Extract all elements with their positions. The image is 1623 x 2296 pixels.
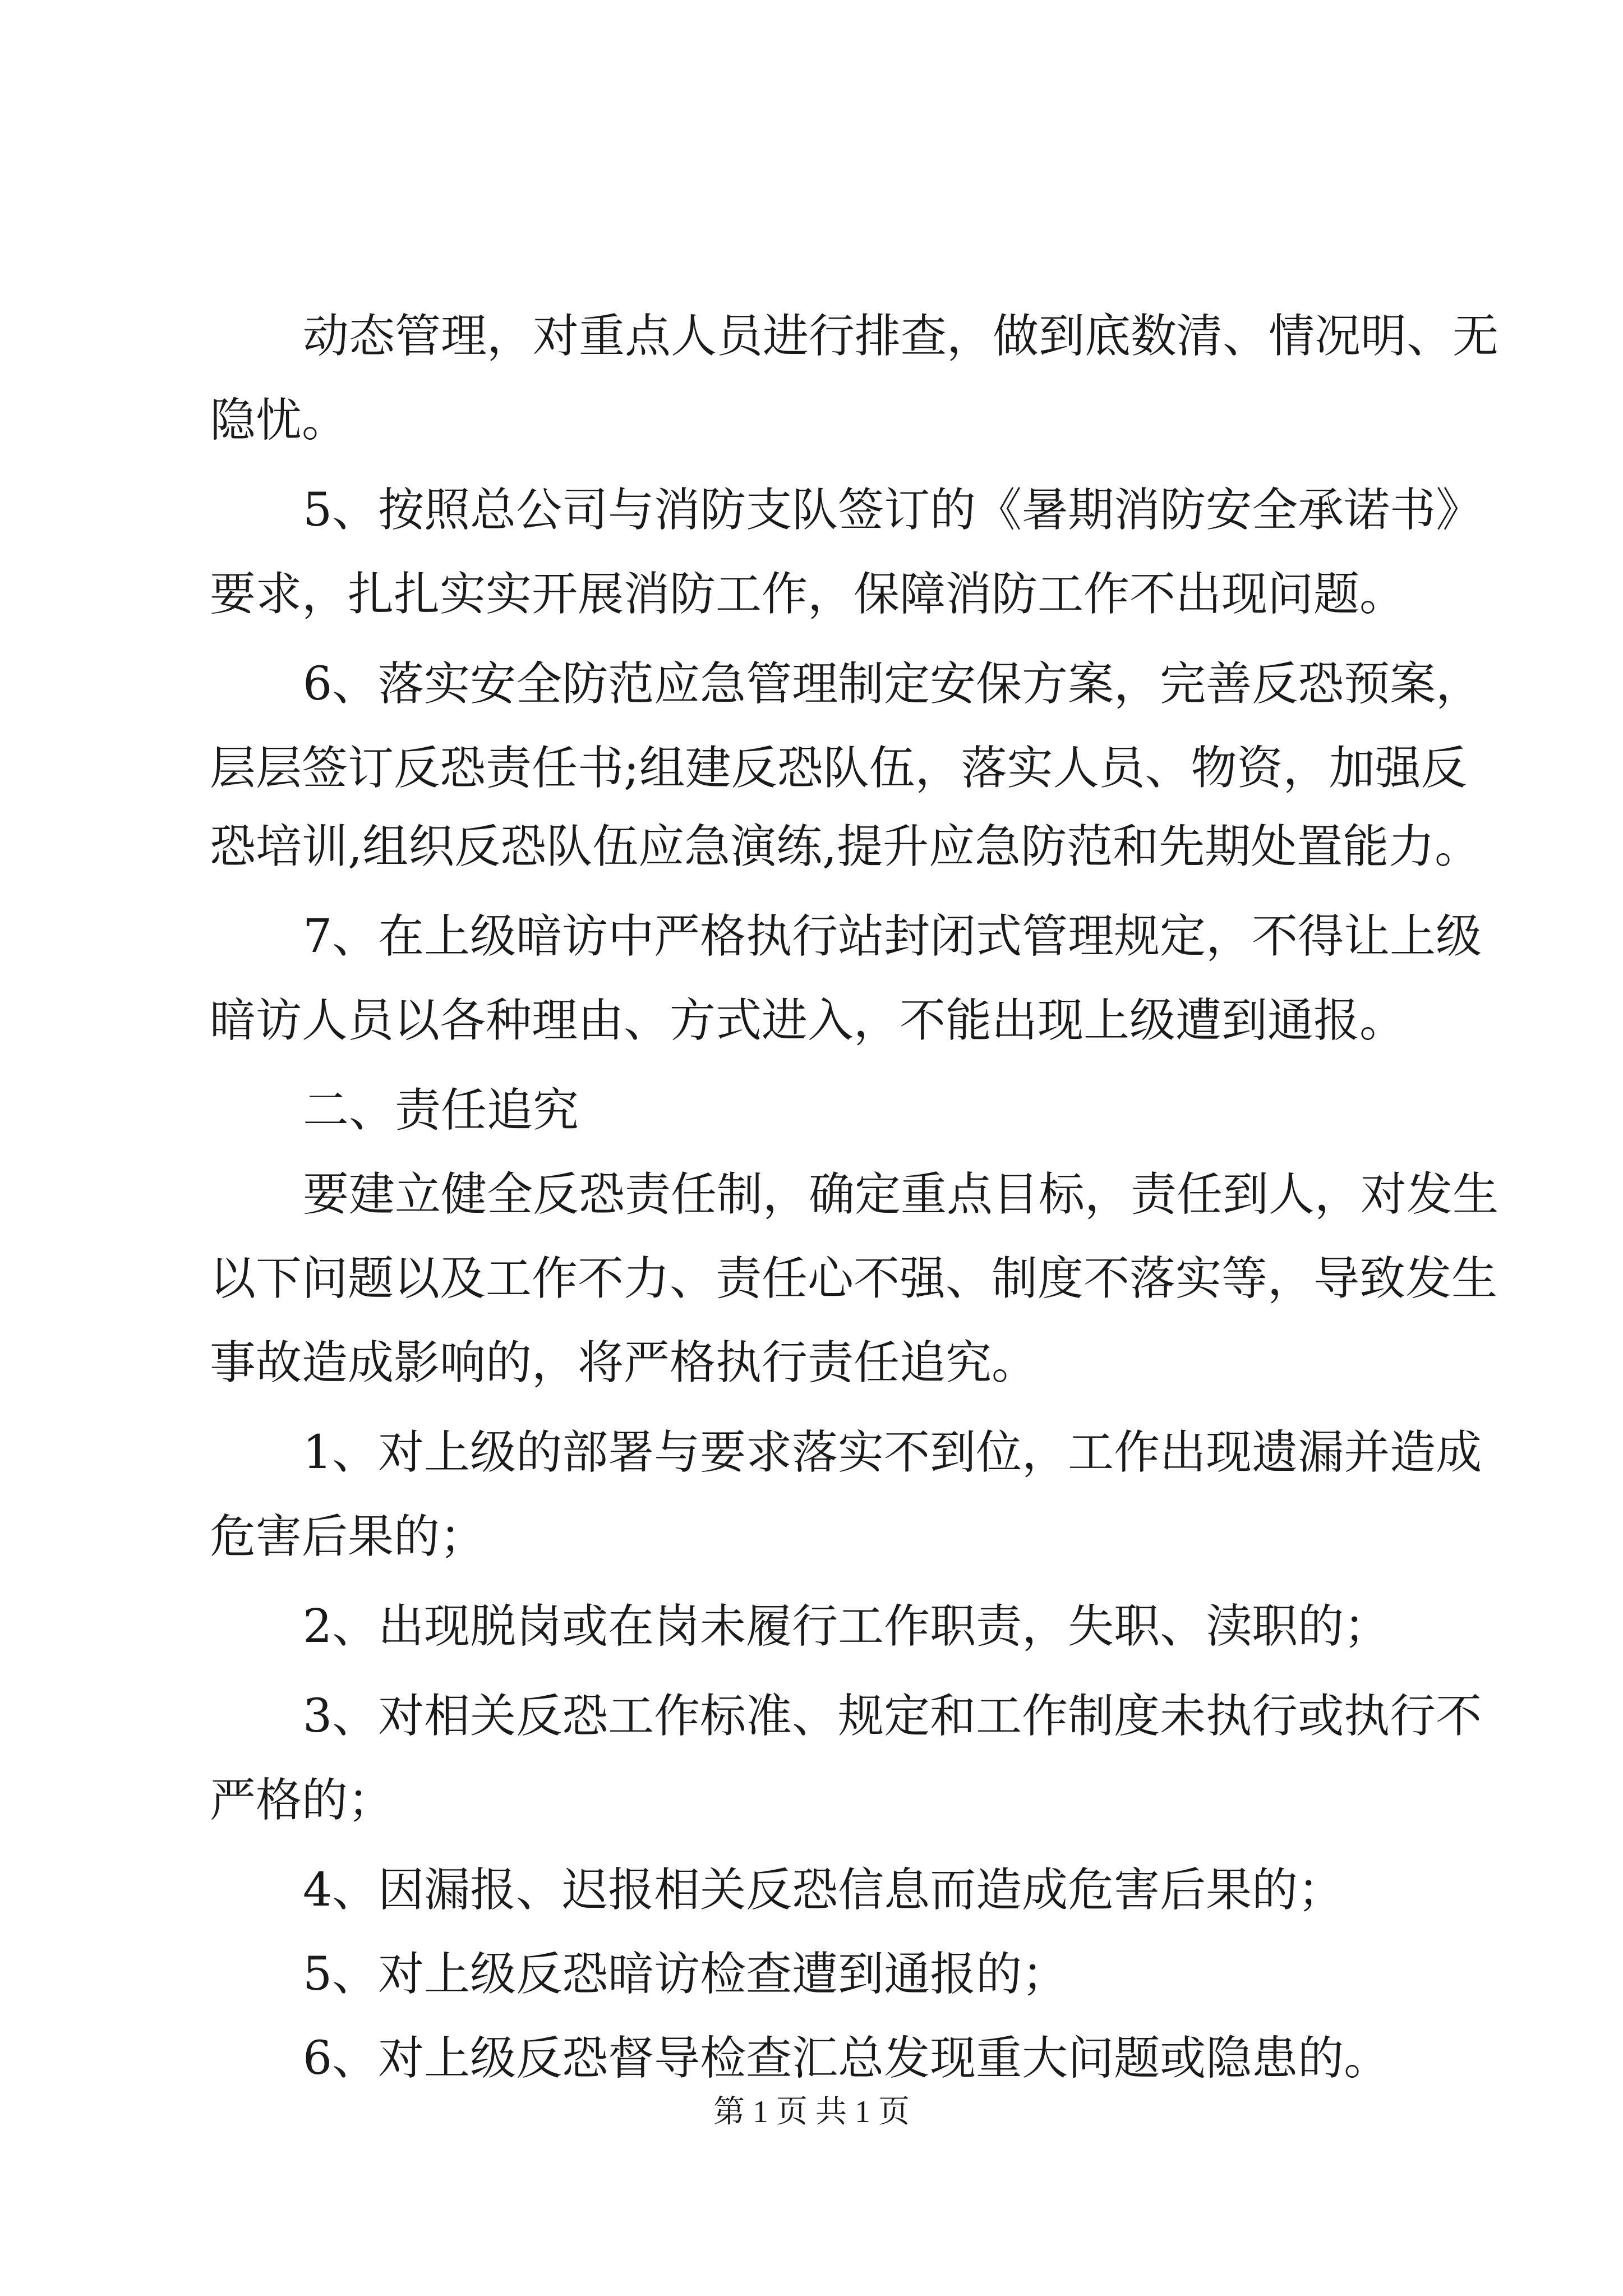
body-line: 事故造成影响的，将严格执行责任追究。 [210, 1336, 1038, 1389]
body-line: 以下问题以及工作不力、责任心不强、制度不落实等，导致发生 [210, 1252, 1498, 1305]
body-line: 5、按照总公司与消防支队签订的《暑期消防安全承诺书》 [303, 484, 1482, 537]
body-line: 7、在上级暗访中严格执行站封闭式管理规定，不得让上级 [303, 910, 1482, 963]
body-line: 1、对上级的部署与要求落实不到位，工作出现遗漏并造成 [303, 1426, 1482, 1479]
body-line: 3、对相关反恐工作标准、规定和工作制度未执行或执行不 [303, 1690, 1482, 1743]
page-footer: 第 1 页 共 1 页 [713, 2095, 910, 2129]
body-line: 要求，扎扎实实开展消防工作，保障消防工作不出现问题。 [210, 568, 1406, 621]
body-line: 5、对上级反恐暗访检查遭到通报的； [303, 1948, 1068, 2001]
body-line: 2、出现脱岗或在岗未履行工作职责，失职、渎职的； [303, 1600, 1390, 1653]
body-line: 要建立健全反恐责任制，确定重点目标，责任到人，对发生 [303, 1168, 1499, 1221]
body-line: 层层签订反恐责任书;组建反恐队伍，落实人员、物资，加强反 [210, 742, 1467, 795]
body-line: 严格的； [210, 1774, 394, 1827]
body-line: 6、落实安全防范应急管理制定安保方案，完善反恐预案， [303, 657, 1482, 711]
body-line: 6、对上级反恐督导检查汇总发现重大问题或隐患的。 [303, 2032, 1390, 2085]
body-line: 恐培训,组织反恐队伍应急演练,提升应急防范和先期处置能力。 [210, 820, 1481, 873]
body-line: 危害后果的； [210, 1510, 486, 1563]
section-heading: 二、责任追究 [303, 1084, 579, 1137]
body-line: 暗访人员以各种理由、方式进入，不能出现上级遭到通报。 [210, 994, 1406, 1047]
body-line: 隐忧。 [210, 394, 348, 447]
body-line: 动态管理，对重点人员进行排查，做到底数清、情况明、无 [303, 310, 1499, 363]
body-line: 4、因漏报、迟报相关反恐信息而造成危害后果的； [303, 1864, 1344, 1917]
